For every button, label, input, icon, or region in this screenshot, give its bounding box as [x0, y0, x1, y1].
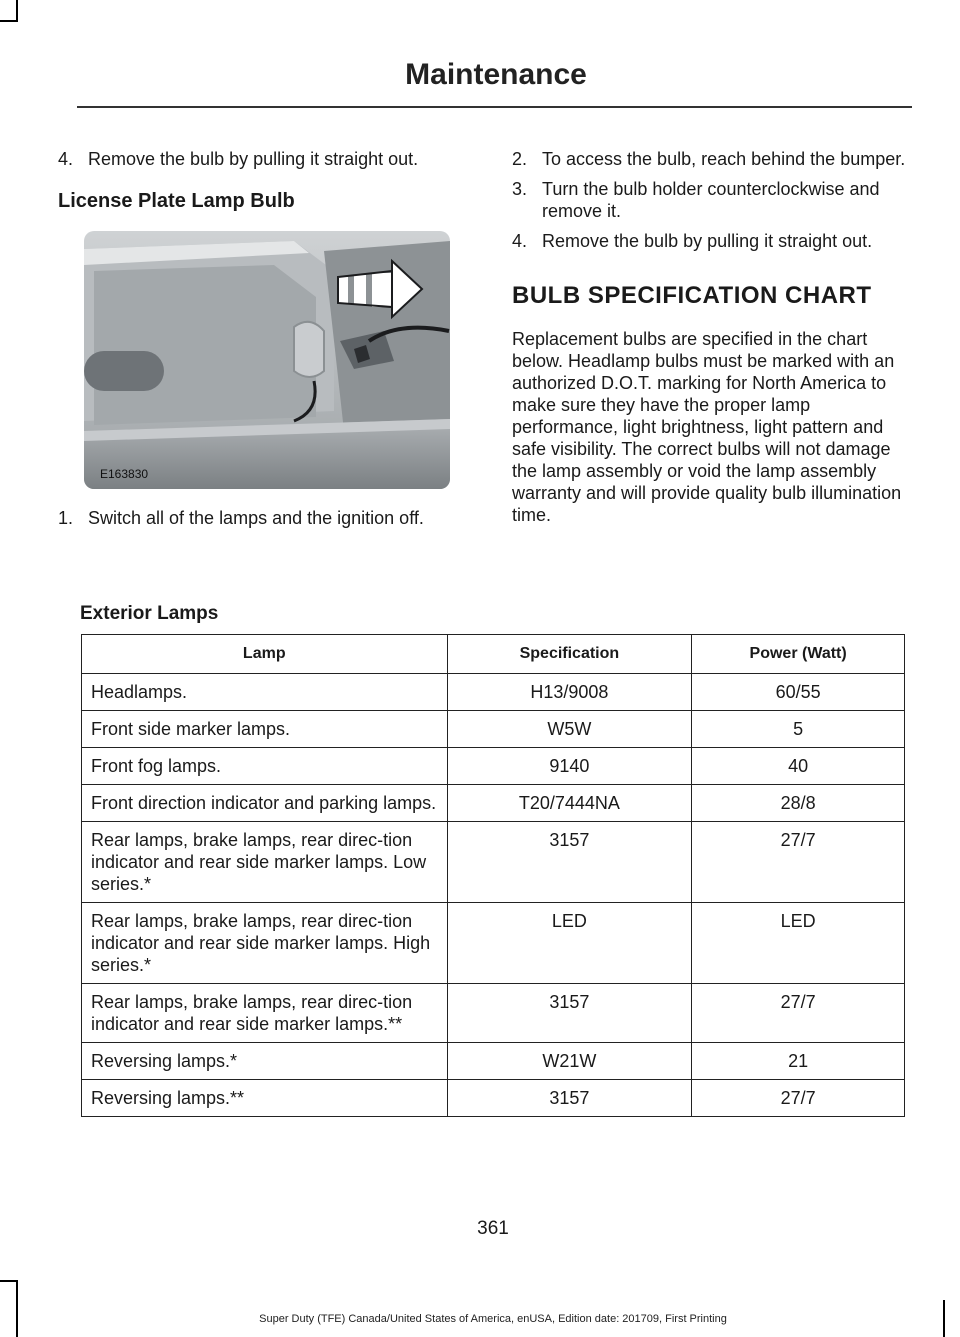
- figure-id: E163830: [100, 467, 149, 481]
- page-footer: Super Duty (TFE) Canada/United States of America, enUSA, Edition date: 201709, First Printing: [259, 1313, 727, 1325]
- table-title: Exterior Lamps: [80, 603, 219, 624]
- power-cell: 27/7: [692, 1080, 905, 1117]
- section-subheading: License Plate Lamp Bulb: [58, 190, 295, 212]
- table-row: [82, 674, 905, 711]
- crop-mark: [16, 1280, 18, 1337]
- power-cell: LED: [692, 903, 905, 984]
- column-header: Specification: [447, 635, 692, 674]
- lamp-cell: Front direction indicator and parking lamps.: [82, 785, 448, 822]
- left-column: [58, 148, 478, 537]
- lamp-cell: Rear lamps, brake lamps, rear direc-tion indicator and rear side marker lamps.**: [82, 984, 448, 1043]
- crop-mark: [0, 20, 18, 22]
- table-row: [82, 822, 905, 903]
- page-number: 361: [477, 1218, 509, 1239]
- step-item: [58, 148, 478, 170]
- spec-cell: 3157: [447, 984, 692, 1043]
- step-item: [58, 507, 478, 529]
- lamp-cell: Rear lamps, brake lamps, rear direc-tion indicator and rear side marker lamps. High series.*: [82, 903, 448, 984]
- spec-cell: H13/9008: [447, 674, 692, 711]
- bulb-spec-table: [81, 634, 905, 1117]
- step-text: Remove the bulb by pulling it straight out.: [88, 149, 419, 169]
- spec-cell: W21W: [447, 1043, 692, 1080]
- power-cell: 40: [692, 748, 905, 785]
- crop-mark: [16, 0, 18, 22]
- step-text: To access the bulb, reach behind the bumper.: [542, 149, 906, 169]
- power-cell: 60/55: [692, 674, 905, 711]
- step-number: 2.: [512, 149, 528, 169]
- spec-cell: T20/7444NA: [447, 785, 692, 822]
- step-text: Switch all of the lamps and the ignition off.: [88, 508, 424, 528]
- power-cell: 27/7: [692, 822, 905, 903]
- header-rule: [77, 106, 912, 108]
- table-row: [82, 748, 905, 785]
- spec-cell: 3157: [447, 1080, 692, 1117]
- right-column: [512, 148, 910, 526]
- crop-mark: [0, 1280, 18, 1282]
- spec-cell: W5W: [447, 711, 692, 748]
- license-plate-lamp-figure: [84, 231, 450, 489]
- lamp-cell: Headlamps.: [82, 674, 448, 711]
- table-row: [82, 984, 905, 1043]
- lamp-cell: Front side marker lamps.: [82, 711, 448, 748]
- lamp-cell: Front fog lamps.: [82, 748, 448, 785]
- lamp-cell: Reversing lamps.**: [82, 1080, 448, 1117]
- spec-cell: 9140: [447, 748, 692, 785]
- table-row: [82, 711, 905, 748]
- table-header-row: [82, 635, 905, 674]
- table-row: [82, 785, 905, 822]
- power-cell: 21: [692, 1043, 905, 1080]
- step-number: 4.: [58, 149, 74, 169]
- table-row: [82, 1080, 905, 1117]
- step-number: 1.: [58, 508, 74, 528]
- step-number: 4.: [512, 231, 528, 251]
- lamp-cell: Reversing lamps.*: [82, 1043, 448, 1080]
- spec-cell: 3157: [447, 822, 692, 903]
- power-cell: 27/7: [692, 984, 905, 1043]
- step-item: [512, 148, 910, 170]
- power-cell: 5: [692, 711, 905, 748]
- step-text: Remove the bulb by pulling it straight out.: [542, 231, 873, 251]
- step-item: [512, 178, 910, 222]
- step-number: 3.: [512, 179, 528, 199]
- step-item: [512, 230, 910, 252]
- section-heading: BULB SPECIFICATION CHART: [512, 282, 872, 309]
- column-header: Lamp: [82, 635, 448, 674]
- page-header-title: Maintenance: [405, 58, 587, 91]
- power-cell: 28/8: [692, 785, 905, 822]
- lamp-cell: Rear lamps, brake lamps, rear direc-tion indicator and rear side marker lamps. Low series.*: [82, 822, 448, 903]
- column-header: Power (Watt): [692, 635, 905, 674]
- table-row: [82, 903, 905, 984]
- spec-cell: LED: [447, 903, 692, 984]
- step-text: Turn the bulb holder counterclockwise and remove it.: [542, 179, 880, 221]
- body-paragraph: Replacement bulbs are specified in the chart below. Headlamp bulbs must be marked with an authorized D.O.T. marking for North America to make sure they have the proper lamp performance, light brightness, light pattern and safe visibility. The correct bulbs will not damage the lamp assembly or void the lamp assembly warranty and will provide quality bulb illumination time.: [512, 329, 902, 525]
- table-row: [82, 1043, 905, 1080]
